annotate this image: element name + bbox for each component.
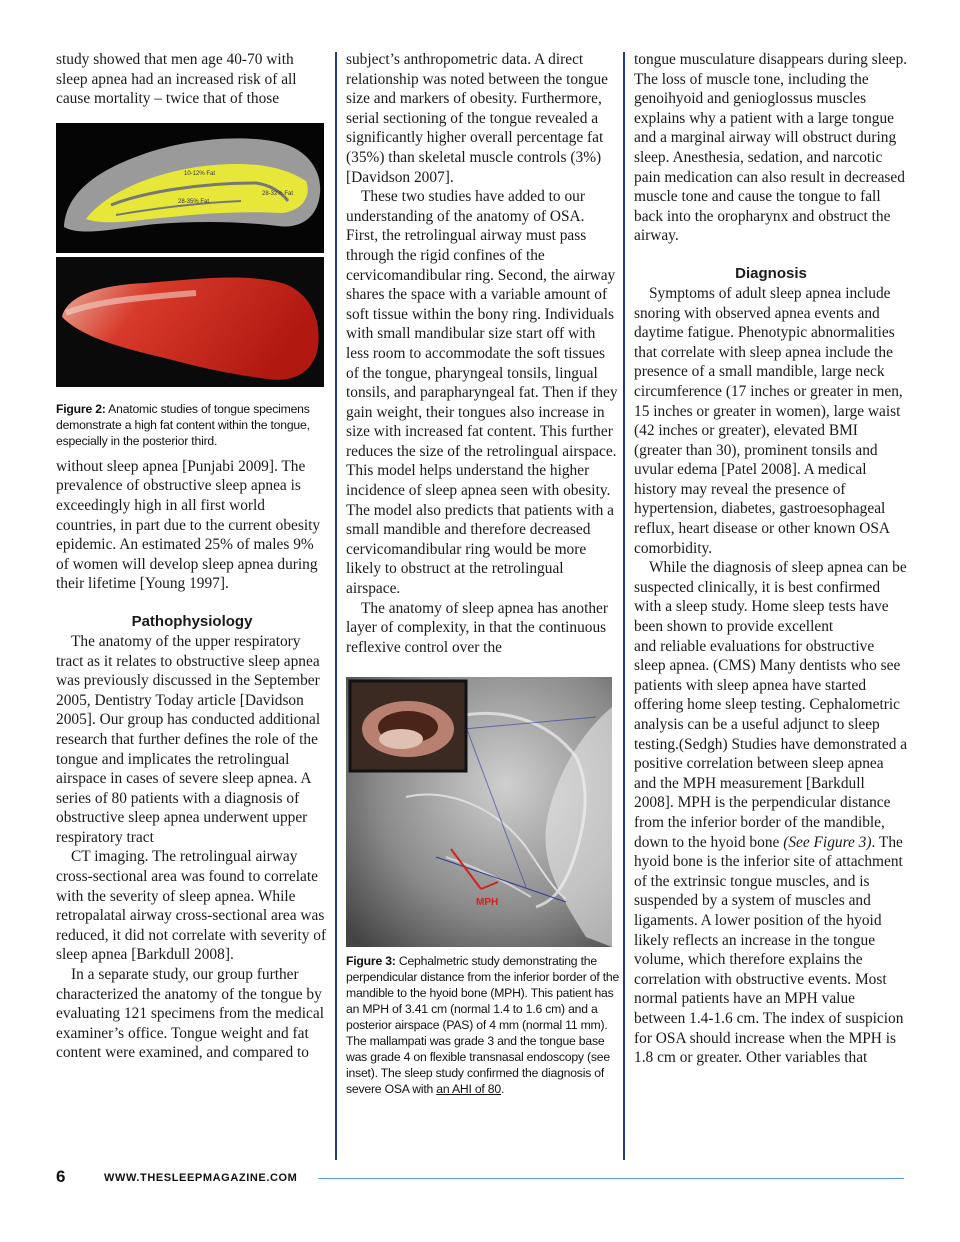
paragraph: CT imaging. The retrolingual airway cross-sectional area was found to correlate with the severity of sleep apnea. While retropalatal airway cross-sectional area was reduced, it did not correlate with severity of sleep apnea [Barkdull 2008]. bbox=[56, 848, 327, 964]
caption-label: Figure 2: bbox=[56, 401, 106, 416]
page-number: 6 bbox=[56, 1167, 66, 1186]
caption-ahi: an AHI of 80 bbox=[436, 1082, 501, 1097]
figure-3 bbox=[346, 677, 620, 947]
caption-text: Anatomic studies of tongue specimens demonstrate a high fat content within the tongue, especially in the posterior third. bbox=[56, 401, 310, 448]
cephalometric-xray-image bbox=[346, 677, 612, 947]
paragraph: While the diagnosis of sleep apnea can be suspected clinically, it is best confirmed with a sleep study. Home sleep tests have been shown to provide excellent bbox=[634, 559, 907, 636]
paragraph bbox=[634, 637, 908, 1068]
tongue-section-image bbox=[56, 123, 324, 253]
mph-label: MPH bbox=[476, 897, 499, 909]
fat-label: 28-35% Fat bbox=[178, 198, 210, 205]
paragraph: In a separate study, our group further characterized the anatomy of the tongue by evaluating 121 specimens from the medical examiner’s office. Tongue weight and fat content were examined, and compared to bbox=[56, 966, 324, 1062]
caption-end: . bbox=[500, 1082, 505, 1097]
caption-text: Cephalmetric study demonstrating the perpendicular distance from the inferior border of the mandible to the hyoid bone (MPH). This patient has an MPH of 3.41 cm (normal 1.4 to 1.6 cm) and a posterior airspace (PAS) of 4 mm (normal 11 mm). The mallampati was grade 3 and the tongue base was grade 4 on flexible transnasal endoscopy (see inset). The sleep study confirmed the diagnosis of severe OSA with bbox=[346, 954, 620, 1097]
column-2 bbox=[346, 50, 620, 1097]
paragraph: These two studies have added to our understanding of the anatomy of OSA. First, the retrolingual airway must pass through the rigid confines of the cervicomandibular ring. Second, the airway shares the space with a variable amount of soft tissue within the bony ring. Individuals with small mandibular size start off with less room to accommodate the soft tissues of the tongue, pharyngeal tonsils, lingual tonsils, and parapharyngeal fat. Then if they gain weight, their tongues also increase in size with increased fat content. This further reduces the size of the retrolingual airspace. This model helps understand the higher incidence of sleep apnea seen with obesity. The model also predicts that patients with a small mandible and therefore decreased cervicomandibular ring would be more likely to obstruct at the retrolingual airspace. bbox=[346, 188, 618, 598]
figure-3-caption bbox=[346, 953, 624, 1097]
tongue-specimen-image bbox=[56, 257, 324, 387]
paragraph-text: . The hyoid bone is the inferior site of attachment of the extrinsic tongue muscles, and is suspended by a system of muscles and ligaments. A lower position of the hyoid likely reflects an increase in the tongue volume, which therefore explains the correlation with obstructive events. Most normal patients have an MPH value between 1.4-1.6 cm. The index of suspicion for OSA should increase when the MPH is 1.8 cm or greater. Other variables that bbox=[634, 833, 904, 1067]
section-heading-diagnosis: Diagnosis bbox=[735, 264, 807, 282]
figure-2 bbox=[56, 123, 328, 387]
paragraph: tongue musculature disappears during sleep. The loss of muscle tone, including the genoihyoid and genioglossus muscles explains why a patient with a large tongue and a marginal airway will obstruct during sleep. Anesthesia, sedation, and narcotic pain medication can also result in decreased muscle tone and cause the tongue to fall back into the oropharynx and obstruct the airway. bbox=[634, 51, 908, 245]
column-3 bbox=[634, 50, 908, 1068]
paragraph: without sleep apnea [Punjabi 2009]. The prevalence of obstructive sleep apnea is exceedingly high in all first world countries, in part due to the current obesity epidemic. An estimated 25% of males 9% of women will develop sleep apnea during their lifetime [Young 1997]. bbox=[56, 457, 321, 593]
magazine-url: WWW.THESLEEPMAGAZINE.COM bbox=[104, 1172, 298, 1184]
paragraph: The anatomy of the upper respiratory tract as it relates to obstructive sleep apnea was previously discussed in the September 2005, Dentistry Today article [Davidson 2005]. Our group has conducted additional research that further defines the role of the tongue and implicates the retrolingual airspace in cases of severe sleep apnea. A series of 80 patients with a diagnosis of obstructive sleep apnea underwent upper respiratory tract bbox=[56, 632, 321, 846]
fat-label: 10-12% Fat bbox=[184, 170, 216, 177]
paragraph: The anatomy of sleep apnea has another layer of complexity, in that the continuous reflexive control over the bbox=[346, 599, 609, 656]
caption-label: Figure 3: bbox=[346, 954, 396, 969]
figure-2-caption bbox=[56, 401, 328, 449]
footer-rule bbox=[318, 1178, 904, 1179]
paragraph: subject’s anthropometric data. A direct relationship was noted between the tongue size and markers of obesity. Furthermore, serial sectioning of the tongue revealed a significantly higher overall percentage fat (35%) than skeletal muscle controls (3%) [Davidson 2007]. bbox=[346, 51, 608, 186]
column-1 bbox=[56, 50, 328, 1063]
figure-reference: (See Figure 3) bbox=[783, 833, 872, 851]
section-heading-pathophysiology: Pathophysiology bbox=[131, 612, 253, 630]
column-divider bbox=[335, 52, 337, 1160]
paragraph-text: and reliable evaluations for obstructive sleep apnea. (CMS) Many dentists who see patients with sleep apnea have started offering home sleep testing. Cephalometric analysis can be a useful adjunct to sleep testing.(Sedgh) Studies have demonstrated a positive correlation between sleep apnea and the MPH measurement [Barkdull 2008]. MPH is the perpendicular distance from the inferior border of the mandible, down to the hyoid bone bbox=[634, 637, 908, 851]
fat-label: 28-32% Fat bbox=[262, 190, 294, 197]
paragraph: study showed that men age 40-70 with sleep apnea had an increased risk of all cause mortality – twice that of those bbox=[56, 51, 297, 108]
paragraph: Symptoms of adult sleep apnea include snoring with observed apnea events and daytime fatigue. Phenotypic abnormalities that correlate with sleep apnea include the presence of a small mandible, large neck circumference (17 inches or greater in men, 15 inches or greater in women), large waist (42 inches or greater), elevated BMI (greater than 30), prominent tonsils and uvular edema [Patel 2008]. A medical history may reveal the presence of hypertension, diabetes, gastroesophageal reflux, heart disease or other known OSA comorbidity. bbox=[634, 284, 903, 557]
